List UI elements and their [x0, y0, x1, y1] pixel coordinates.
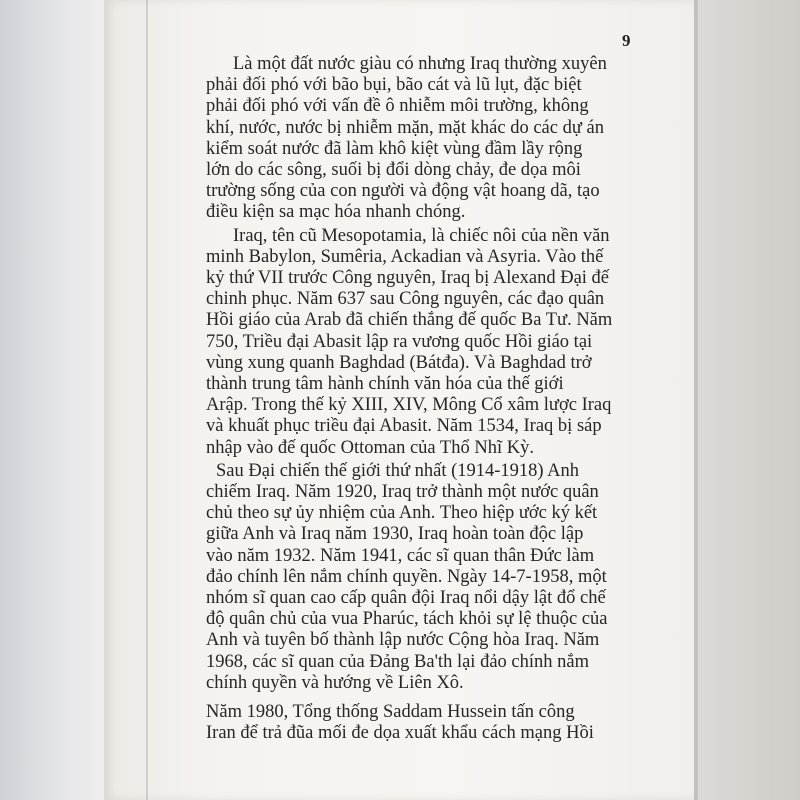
- text-line: minh Babylon, Sumêria, Ackadian và Asyria. Vào thế: [206, 246, 604, 267]
- text-line: và khuất phục triều đại Abasit. Năm 1534, Iraq bị sáp: [206, 416, 602, 437]
- text-line: phải đối phó với bão bụi, bão cát và lũ lụt, đặc biệt: [206, 75, 582, 96]
- text-line: nhập vào đế quốc Ottoman của Thổ Nhĩ Kỳ.: [206, 437, 534, 458]
- text-line: 750, Triều đại Abasit lập ra vương quốc Hồi giáo tại: [206, 331, 593, 352]
- background-left: [0, 0, 110, 800]
- text-line: chinh phục. Năm 637 sau Công nguyên, các đạo quân: [206, 289, 605, 310]
- text-line: thành trung tâm hành chính văn hóa của thế giới: [206, 374, 564, 395]
- text-line: độ quân chủ của vua Pharúc, tách khỏi sự lệ thuộc của: [206, 609, 608, 630]
- text-line: Arập. Trong thế kỷ XIII, XIV, Mông Cổ xâm lược Iraq: [206, 395, 612, 416]
- text-line: lớn do các sông, suối bị đổi dòng chảy, đe dọa môi: [206, 160, 581, 181]
- background-right: [694, 0, 800, 800]
- text-line: khí, nước, nước bị nhiễm mặn, mặt khác do các dự án: [206, 117, 604, 138]
- text-line: 1968, các sĩ quan của Đảng Ba'th lại đảo chính nắm: [206, 651, 589, 672]
- page-number: 9: [622, 31, 631, 50]
- text-line: nhóm sĩ quan cao cấp quân đội Iraq nổi dậy lật đổ chế: [206, 588, 606, 609]
- text-line: đảo chính lên nắm chính quyền. Ngày 14-7-1958, một: [206, 566, 607, 587]
- text-line: Hồi giáo của Arab đã chiến thắng đế quốc Ba Tư. Năm: [206, 310, 613, 331]
- text-line: Là một đất nước giàu có nhưng Iraq thường xuyên: [233, 54, 607, 74]
- text-line: vùng xung quanh Baghdad (Bátđa). Và Baghdad trở: [206, 352, 592, 373]
- text-line: vào năm 1932. Năm 1941, các sĩ quan thân Đức làm: [206, 545, 595, 566]
- text-line: Anh và tuyên bố thành lập nước Cộng hòa Iraq. Năm: [206, 630, 600, 651]
- text-line: chính quyền và hướng về Liên Xô.: [206, 672, 464, 693]
- text-line: kiểm soát nước đã làm khô kiệt vùng đầm lầy rộng: [206, 138, 583, 159]
- paragraph-1: [206, 54, 666, 224]
- text-line: phải đối phó với vấn đề ô nhiễm môi trường, không: [206, 96, 589, 117]
- paragraph-4: [206, 702, 666, 744]
- page-fold-line: [146, 0, 148, 800]
- text-line: chủ theo sự ủy nhiệm của Anh. Theo hiệp ước ký kết: [206, 503, 598, 524]
- body-text: [206, 54, 666, 745]
- text-line: trường sống của con người và động vật hoang dã, tạo: [206, 181, 600, 202]
- text-line: kỷ thứ VII trước Công nguyên, Iraq bị Alexand Đại đế: [206, 268, 610, 289]
- text-line: giữa Anh và Iraq năm 1930, Iraq hoàn toàn độc lập: [206, 524, 584, 545]
- text-line: chiếm Iraq. Năm 1920, Iraq trở thành một nước quân: [206, 482, 599, 503]
- paragraph-3: [206, 461, 666, 694]
- text-line: Iran để trả đũa mối đe dọa xuất khẩu cách mạng Hồi: [206, 723, 594, 744]
- text-line: điều kiện sa mạc hóa nhanh chóng.: [206, 202, 466, 223]
- text-line: Sau Đại chiến thế giới thứ nhất (1914-1918) Anh: [216, 460, 580, 481]
- page-edge: [694, 0, 698, 800]
- text-line: Năm 1980, Tổng thống Saddam Hussein tấn công: [206, 702, 575, 723]
- text-line: Iraq, tên cũ Mesopotamia, là chiếc nôi của nền văn: [233, 225, 610, 246]
- paragraph-2: [206, 226, 666, 459]
